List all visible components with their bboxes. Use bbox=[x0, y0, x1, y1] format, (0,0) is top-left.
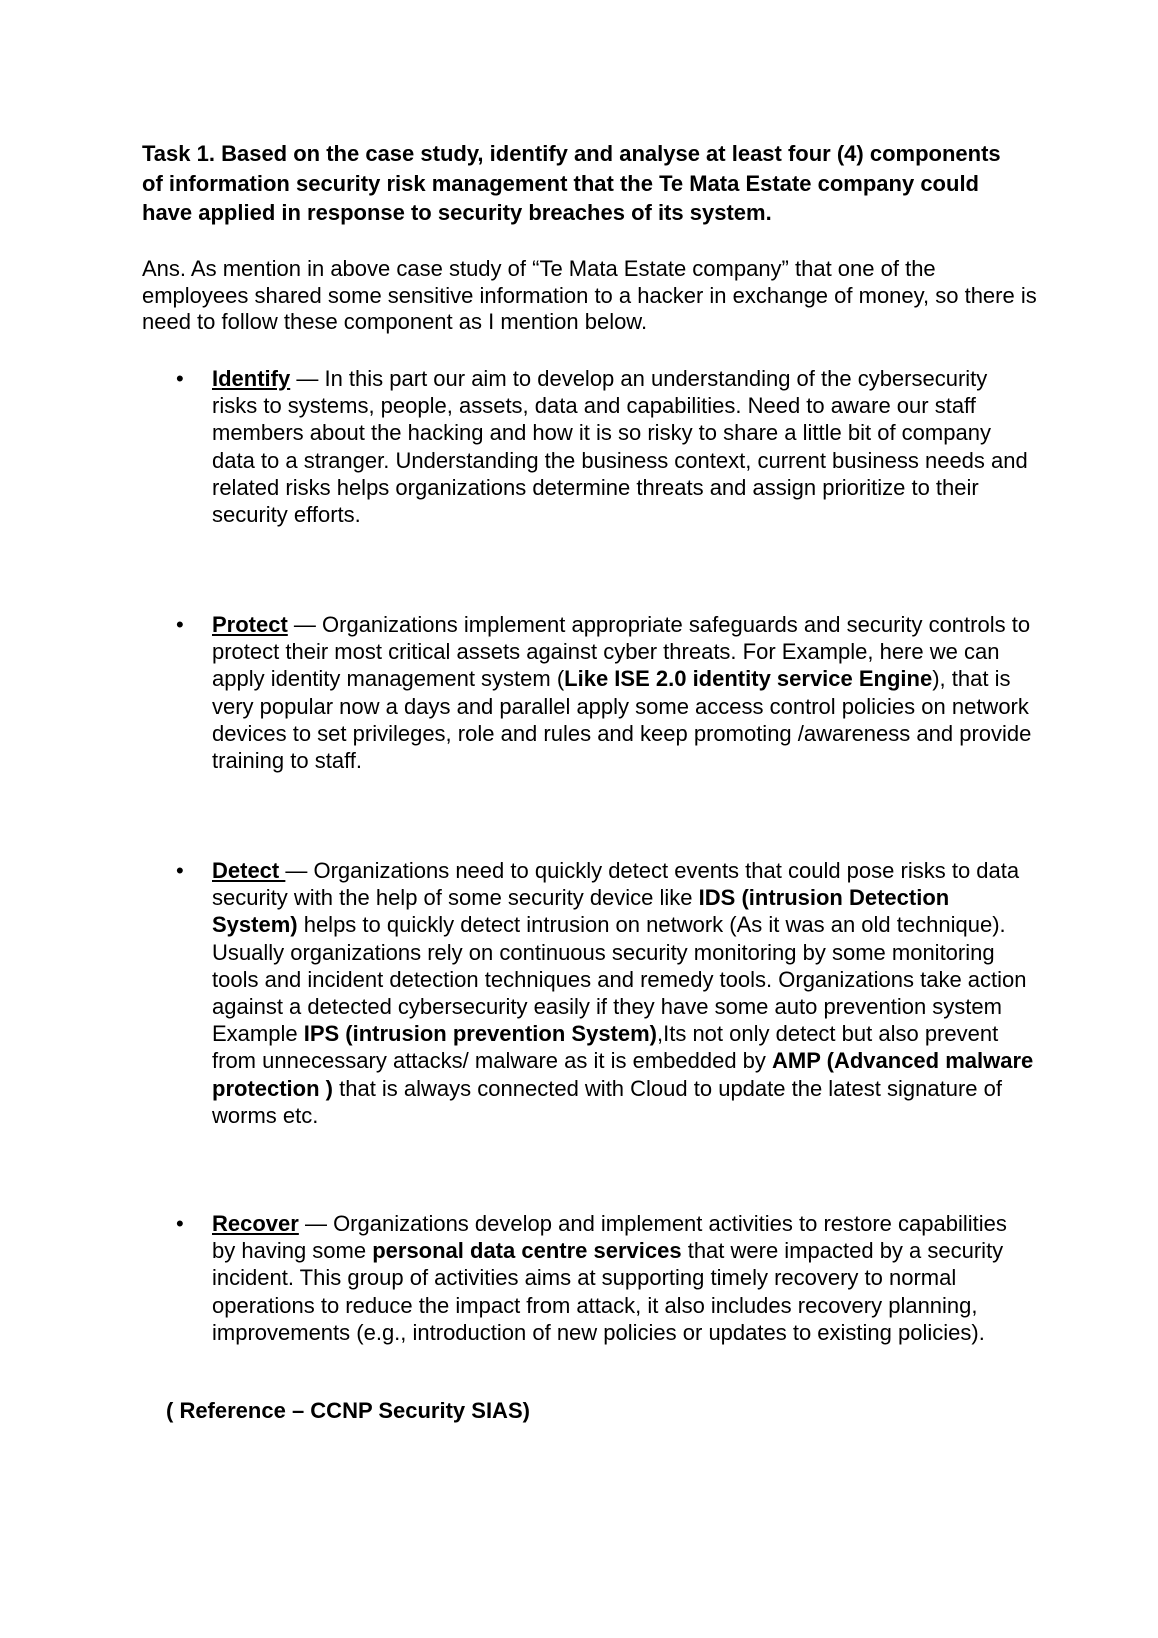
bullet-icon: • bbox=[176, 366, 184, 391]
answer-intro: Ans. As mention in above case study of “Te Mata Estate company” that one of the employees shared some sensitive information to a hacker in exchange of money, so there is need to follow these component as I mention below. bbox=[142, 256, 1037, 334]
component-detect-bold-1: IDS (intrusion Detection System) bbox=[212, 885, 950, 938]
component-identify-term: Identify bbox=[212, 366, 291, 391]
component-identify-text bbox=[212, 365, 1036, 528]
component-identify bbox=[176, 365, 1036, 528]
component-protect-text bbox=[212, 611, 1036, 774]
bullet-icon: • bbox=[176, 612, 184, 637]
component-identify-body: — In this part our aim to develop an understanding of the cybersecurity risks to systems, people, assets, data and capabilities. Need to aware our staff members about the hacking and how it is so risky to share a little bit of company data to a stranger. Understanding the business context, current business needs and related risks helps organizations determine threats and assign prioritize to their security efforts. bbox=[212, 366, 1028, 528]
task-heading: Task 1. Based on the case study, identify and analyse at least four (4) components of information security risk management that the Te Mata Estate company could have applied in response to security breaches of its system. bbox=[142, 141, 1001, 225]
bullet-icon: • bbox=[176, 858, 184, 883]
component-detect bbox=[176, 857, 1036, 1129]
component-protect bbox=[176, 611, 1036, 774]
component-detect-body-4: that is always connected with Cloud to update the latest signature of worms etc. bbox=[212, 1075, 1002, 1128]
component-recover bbox=[176, 1210, 1036, 1346]
component-protect-bold-1: Like ISE 2.0 identity service Engine bbox=[564, 666, 933, 692]
component-protect-body-2: ), that is very popular now a days and parallel apply some access control policies on network devices to set privileges, role and rules and keep promoting /awareness and provide training to staff. bbox=[212, 666, 1032, 774]
component-detect-body-2: helps to quickly detect intrusion on network (As it was an old technique). Usually organizations rely on continuous security monitoring by some monitoring tools and incident detection techniques and remedy tools. Organizations take action against a detected cybersecurity easily if they have some auto prevention system Example bbox=[212, 912, 1027, 1047]
component-detect-body-1: — Organizations need to quickly detect events that could pose risks to data security with the help of some security device like bbox=[212, 858, 1020, 911]
component-detect-bold-2: IPS (intrusion prevention System) bbox=[303, 1021, 657, 1047]
reference-note: ( Reference – CCNP Security SIAS) bbox=[166, 1398, 530, 1423]
component-protect-body-1: — Organizations implement appropriate safeguards and security controls to protect their most critical assets against cyber threats. For Example, here we can apply identity management system ( bbox=[212, 612, 1031, 692]
component-protect-term: Protect bbox=[212, 612, 288, 637]
component-recover-body-2: that were impacted by a security incident. This group of activities aims at supporting timely recovery to normal operations to reduce the impact from attack, it also includes recovery planning, improvements (e.g., introduction of new policies or updates to existing policies). bbox=[212, 1238, 1004, 1345]
component-recover-bold-1: personal data centre services bbox=[372, 1238, 682, 1264]
component-detect-body-3: ,Its not only detect but also prevent from unnecessary attacks/ malware as it is embedded by bbox=[212, 1021, 999, 1074]
component-detect-text bbox=[212, 857, 1036, 1129]
component-detect-bold-3: AMP (Advanced malware protection ) bbox=[212, 1048, 1034, 1101]
component-recover-body-1: — Organizations develop and implement activities to restore capabilities by having some bbox=[212, 1211, 1007, 1264]
component-recover-text bbox=[212, 1210, 1036, 1346]
component-detect-term: Detect bbox=[212, 858, 286, 883]
bullet-icon: • bbox=[176, 1211, 184, 1236]
component-recover-term: Recover bbox=[212, 1211, 299, 1236]
